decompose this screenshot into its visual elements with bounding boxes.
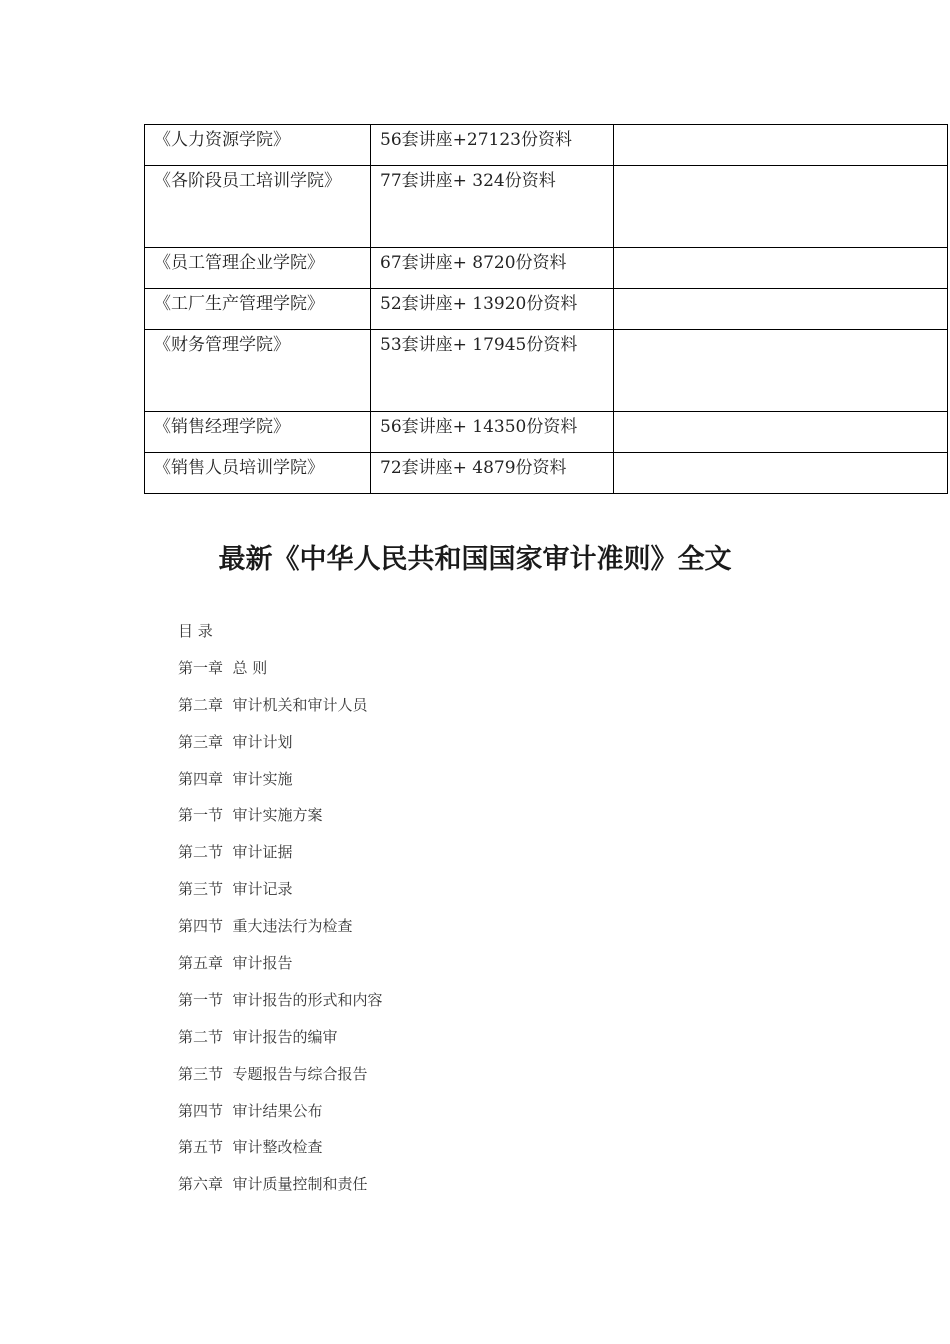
course-name-cell — [145, 166, 371, 248]
toc-item: 第二章 审计机关和审计人员 — [178, 695, 368, 714]
toc-item: 第三节 审计记录 — [178, 880, 293, 899]
course-name-cell — [145, 248, 371, 289]
course-name: 《工厂生产管理学院》 — [154, 294, 324, 314]
toc-item: 第五节 审计整改检查 — [178, 1138, 323, 1157]
toc-item: 第四节 审计结果公布 — [178, 1101, 323, 1120]
course-name: 《各阶段员工培训学院》 — [154, 171, 341, 191]
course-detail: 53套讲座+ 17945份资料 — [380, 335, 578, 355]
course-detail-cell — [371, 412, 614, 453]
toc-item: 第五章 审计报告 — [178, 954, 293, 973]
toc-item: 第二节 审计证据 — [178, 843, 293, 862]
course-detail: 56套讲座+27123份资料 — [380, 130, 572, 150]
course-detail: 77套讲座+ 324份资料 — [380, 171, 556, 191]
course-detail: 56套讲座+ 14350份资料 — [380, 417, 578, 437]
course-name-cell — [145, 412, 371, 453]
document-title: 最新《中华人民共和国国家审计准则》全文 — [218, 544, 732, 575]
course-name: 《销售人员培训学院》 — [154, 458, 324, 478]
course-note-cell — [614, 412, 948, 453]
course-note-cell — [614, 289, 948, 330]
toc-item: 第六章 审计质量控制和责任 — [178, 1175, 368, 1194]
course-name: 《员工管理企业学院》 — [154, 253, 324, 273]
toc-item: 第一章 总 则 — [178, 658, 268, 677]
course-detail-cell — [371, 248, 614, 289]
table-row — [145, 125, 948, 166]
toc-item: 第一节 审计报告的形式和内容 — [178, 990, 383, 1009]
table-row — [145, 453, 948, 494]
course-detail: 67套讲座+ 8720份资料 — [380, 253, 567, 273]
toc-item: 第三章 审计计划 — [178, 732, 293, 751]
course-name-cell — [145, 125, 371, 166]
table-row — [145, 166, 948, 248]
course-name-cell — [145, 289, 371, 330]
course-note-cell — [614, 453, 948, 494]
toc-item: 第四节 重大违法行为检查 — [178, 917, 353, 936]
toc-item: 第三节 专题报告与综合报告 — [178, 1064, 368, 1083]
toc-item: 第二节 审计报告的编审 — [178, 1027, 338, 1046]
course-note-cell — [614, 248, 948, 289]
course-table — [144, 124, 948, 494]
course-name: 《人力资源学院》 — [154, 130, 290, 150]
course-detail-cell — [371, 330, 614, 412]
toc-heading: 目 录 — [178, 622, 213, 640]
course-detail-cell — [371, 166, 614, 248]
course-name-cell — [145, 453, 371, 494]
toc-item: 第四章 审计实施 — [178, 769, 293, 788]
course-detail-cell — [371, 289, 614, 330]
table-row — [145, 248, 948, 289]
course-name-cell — [145, 330, 371, 412]
course-detail: 52套讲座+ 13920份资料 — [380, 294, 578, 314]
table-row — [145, 330, 948, 412]
toc-item: 第一节 审计实施方案 — [178, 806, 323, 825]
course-name: 《销售经理学院》 — [154, 417, 290, 437]
course-name: 《财务管理学院》 — [154, 335, 290, 355]
table-of-contents — [178, 618, 383, 1208]
course-detail: 72套讲座+ 4879份资料 — [380, 458, 567, 478]
course-note-cell — [614, 330, 948, 412]
course-detail-cell — [371, 453, 614, 494]
table-row — [145, 412, 948, 453]
course-note-cell — [614, 125, 948, 166]
course-note-cell — [614, 166, 948, 248]
course-detail-cell — [371, 125, 614, 166]
table-row — [145, 289, 948, 330]
